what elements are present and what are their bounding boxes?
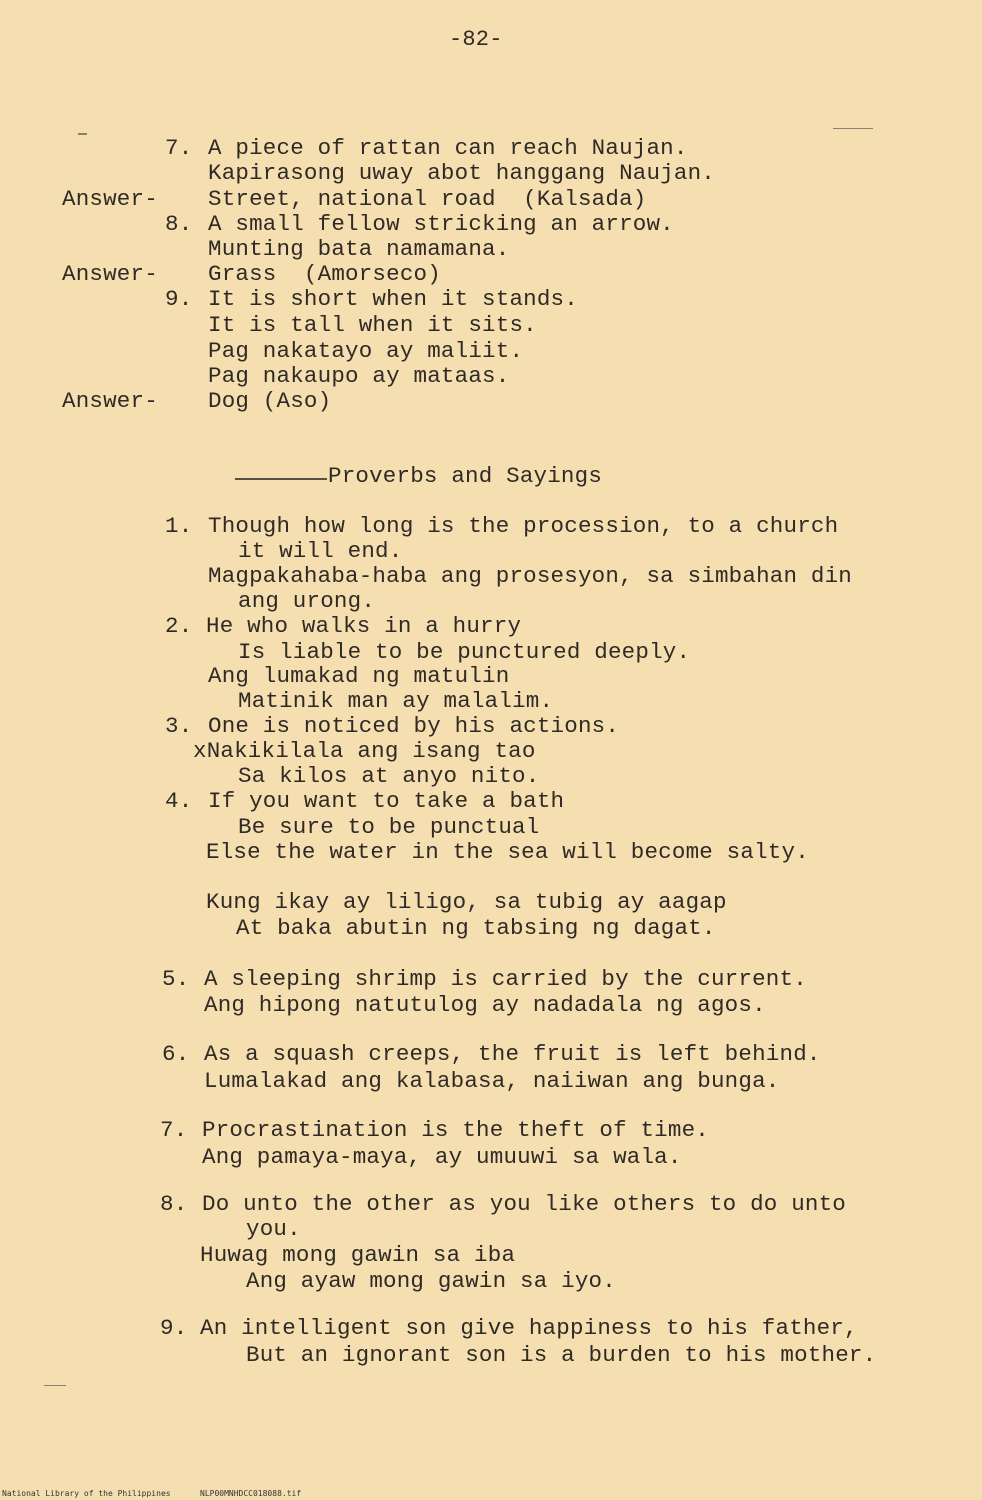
riddle-answer: Grass (Amorseco) [208,261,441,287]
scan-mark [78,133,87,135]
heading-rule [235,478,327,480]
answer-label: Answer- [62,261,158,287]
proverb-line: Ang lumakad ng matulin [208,663,510,689]
proverb-line: At baka abutin ng tabsing ng dagat. [236,915,716,941]
proverb-line: Be sure to be punctual [238,814,540,840]
riddle-answer: Street, national road (Kalsada) [208,186,647,212]
proverb-line: xNakikilala ang isang tao [193,738,536,764]
proverb-line: Procrastination is the theft of time. [202,1117,709,1143]
proverb-line: Is liable to be punctured deeply. [238,639,691,665]
proverb-number: 4. [165,788,193,814]
proverb-line: If you want to take a bath [208,788,565,814]
riddle-number: 9. [165,286,193,312]
proverb-line: Kung ikay ay liligo, sa tubig ay aagap [206,889,727,915]
proverb-number: 5. [162,966,190,992]
proverb-number: 7. [160,1117,188,1143]
page-number: -82- [449,27,503,52]
footer-filename: NLP00MNHDCC018088.tif [200,1489,302,1498]
proverb-line: But an ignorant son is a burden to his mother. [246,1342,877,1368]
scan-mark [44,1385,66,1386]
proverb-line: An intelligent son give happiness to his father, [200,1315,858,1341]
proverb-line: Sa kilos at anyo nito. [238,763,540,789]
riddle-line: Munting bata namamana. [208,236,510,262]
proverb-number: 2. [165,613,193,639]
proverb-line: Magpakahaba-haba ang prosesyon, sa simbahan din [208,563,853,589]
riddle-answer: Dog (Aso) [208,388,332,414]
proverb-line: Ang ayaw mong gawin sa iyo. [246,1268,616,1294]
proverb-line: Do unto the other as you like others to do unto [202,1191,847,1217]
proverb-line: One is noticed by his actions. [208,713,620,739]
proverb-line: it will end. [238,538,403,564]
riddle-line: Pag nakatayo ay maliit. [208,338,524,364]
proverb-line: Matinik man ay malalim. [238,688,554,714]
proverb-number: 9. [160,1315,188,1341]
proverb-number: 3. [165,713,193,739]
riddle-number: 8. [165,211,193,237]
proverb-line: Lumalakad ang kalabasa, naiiwan ang bunga. [204,1068,780,1094]
proverb-line: He who walks in a hurry [206,613,522,639]
riddle-line: Pag nakaupo ay mataas. [208,363,510,389]
riddle-line: A small fellow stricking an arrow. [208,211,674,237]
proverb-line: As a squash creeps, the fruit is left behind. [204,1041,821,1067]
proverb-line: Ang pamaya-maya, ay umuuwi sa wala. [202,1144,682,1170]
proverb-number: 8. [160,1191,188,1217]
proverb-line: Ang hipong natutulog ay nadadala ng agos. [204,992,766,1018]
riddle-line: It is short when it stands. [208,286,578,312]
section-title: Proverbs and Sayings [328,463,603,489]
proverb-line: Huwag mong gawin sa iba [200,1242,516,1268]
riddle-number: 7. [165,135,193,161]
footer-library: National Library of the Philippines [2,1489,171,1498]
proverb-number: 1. [165,513,193,539]
proverb-line: ang urong. [238,588,376,614]
riddle-line: It is tall when it sits. [208,312,537,338]
scan-mark [833,128,873,129]
proverb-line: Though how long is the procession, to a church [208,513,839,539]
proverb-number: 6. [162,1041,190,1067]
answer-label: Answer- [62,388,158,414]
proverb-line: Else the water in the sea will become salty. [206,839,809,865]
riddle-line: Kapirasong uway abot hanggang Naujan. [208,160,715,186]
proverb-line: you. [246,1216,301,1242]
riddle-line: A piece of rattan can reach Naujan. [208,135,688,161]
answer-label: Answer- [62,186,158,212]
proverb-line: A sleeping shrimp is carried by the current. [204,966,807,992]
